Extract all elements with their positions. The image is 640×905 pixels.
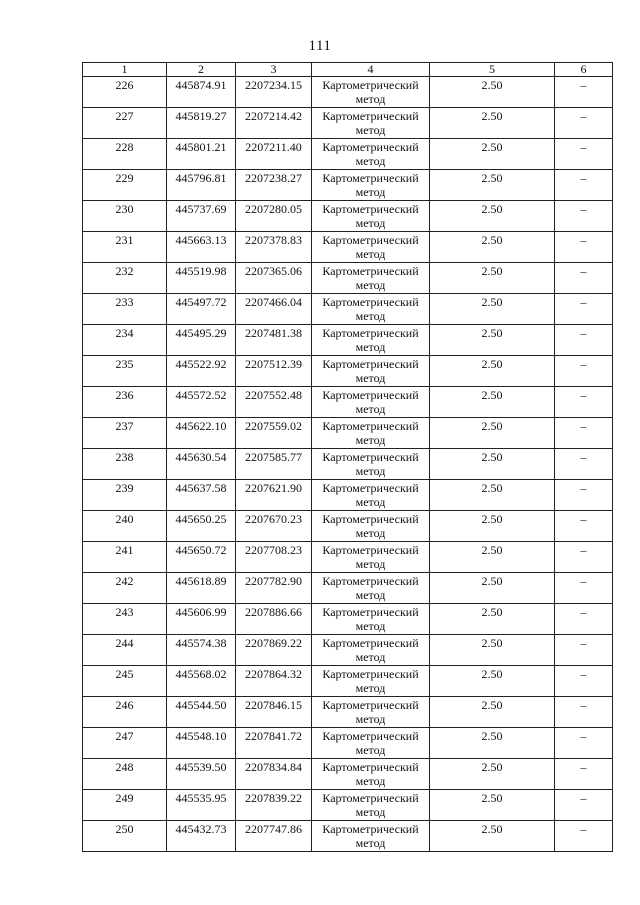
accuracy-cell: 2.50 [430, 294, 555, 325]
accuracy-cell: 2.50 [430, 573, 555, 604]
note-cell: – [555, 604, 613, 635]
method-line-2: метод [355, 743, 386, 757]
table-row [83, 697, 613, 728]
note-cell: – [555, 170, 613, 201]
note-cell: – [555, 139, 613, 170]
table-row [83, 108, 613, 139]
point-number-cell: 226 [83, 77, 167, 108]
x-coordinate-cell: 445539.50 [167, 759, 236, 790]
y-coordinate-cell: 2207466.04 [236, 294, 312, 325]
table-row [83, 356, 613, 387]
point-number-cell: 237 [83, 418, 167, 449]
y-coordinate-cell: 2207621.90 [236, 480, 312, 511]
accuracy-cell: 2.50 [430, 170, 555, 201]
table-row [83, 418, 613, 449]
method-line-1: Картометрический [322, 78, 419, 92]
note-cell: – [555, 759, 613, 790]
table-row [83, 821, 613, 852]
column-header: 3 [236, 63, 312, 77]
table-row [83, 604, 613, 635]
method-cell [312, 759, 430, 790]
method-line-1: Картометрический [322, 419, 419, 433]
x-coordinate-cell: 445819.27 [167, 108, 236, 139]
x-coordinate-cell: 445796.81 [167, 170, 236, 201]
y-coordinate-cell: 2207670.23 [236, 511, 312, 542]
method-cell [312, 511, 430, 542]
accuracy-cell: 2.50 [430, 697, 555, 728]
method-cell [312, 542, 430, 573]
method-line-1: Картометрический [322, 605, 419, 619]
method-line-1: Картометрический [322, 729, 419, 743]
method-line-2: метод [355, 309, 386, 323]
point-number-cell: 240 [83, 511, 167, 542]
x-coordinate-cell: 445574.38 [167, 635, 236, 666]
method-line-2: метод [355, 588, 386, 602]
y-coordinate-cell: 2207585.77 [236, 449, 312, 480]
point-number-cell: 250 [83, 821, 167, 852]
x-coordinate-cell: 445432.73 [167, 821, 236, 852]
page-number: 111 [308, 38, 332, 54]
y-coordinate-cell: 2207869.22 [236, 635, 312, 666]
accuracy-cell: 2.50 [430, 449, 555, 480]
y-coordinate-cell: 2207559.02 [236, 418, 312, 449]
point-number-cell: 234 [83, 325, 167, 356]
x-coordinate-cell: 445618.89 [167, 573, 236, 604]
note-cell: – [555, 387, 613, 418]
x-coordinate-cell: 445495.29 [167, 325, 236, 356]
y-coordinate-cell: 2207747.86 [236, 821, 312, 852]
note-cell: – [555, 449, 613, 480]
method-cell [312, 356, 430, 387]
note-cell: – [555, 108, 613, 139]
method-line-1: Картометрический [322, 450, 419, 464]
method-line-2: метод [355, 216, 386, 230]
table-row [83, 728, 613, 759]
note-cell: – [555, 232, 613, 263]
y-coordinate-cell: 2207234.15 [236, 77, 312, 108]
method-line-2: метод [355, 340, 386, 354]
point-number-cell: 231 [83, 232, 167, 263]
method-line-1: Картометрический [322, 543, 419, 557]
table-row [83, 139, 613, 170]
method-line-1: Картометрический [322, 295, 419, 309]
method-line-1: Картометрический [322, 481, 419, 495]
method-line-2: метод [355, 681, 386, 695]
accuracy-cell: 2.50 [430, 263, 555, 294]
accuracy-cell: 2.50 [430, 666, 555, 697]
method-line-1: Картометрический [322, 233, 419, 247]
accuracy-cell: 2.50 [430, 108, 555, 139]
point-number-cell: 246 [83, 697, 167, 728]
x-coordinate-cell: 445663.13 [167, 232, 236, 263]
x-coordinate-cell: 445650.25 [167, 511, 236, 542]
accuracy-cell: 2.50 [430, 201, 555, 232]
table-row [83, 790, 613, 821]
table-row [83, 449, 613, 480]
column-header: 5 [430, 63, 555, 77]
method-line-2: метод [355, 92, 386, 106]
y-coordinate-cell: 2207552.48 [236, 387, 312, 418]
column-header: 2 [167, 63, 236, 77]
point-number-cell: 233 [83, 294, 167, 325]
accuracy-cell: 2.50 [430, 759, 555, 790]
note-cell: – [555, 573, 613, 604]
point-number-cell: 228 [83, 139, 167, 170]
accuracy-cell: 2.50 [430, 387, 555, 418]
method-line-1: Картометрический [322, 171, 419, 185]
y-coordinate-cell: 2207839.22 [236, 790, 312, 821]
method-cell [312, 325, 430, 356]
note-cell: – [555, 728, 613, 759]
point-number-cell: 247 [83, 728, 167, 759]
method-cell [312, 294, 430, 325]
x-coordinate-cell: 445519.98 [167, 263, 236, 294]
table-row [83, 201, 613, 232]
method-line-1: Картометрический [322, 357, 419, 371]
point-number-cell: 244 [83, 635, 167, 666]
x-coordinate-cell: 445548.10 [167, 728, 236, 759]
method-cell [312, 170, 430, 201]
point-number-cell: 243 [83, 604, 167, 635]
method-line-2: метод [355, 278, 386, 292]
method-line-1: Картометрический [322, 822, 419, 836]
accuracy-cell: 2.50 [430, 232, 555, 263]
method-cell [312, 449, 430, 480]
method-cell [312, 418, 430, 449]
method-cell [312, 232, 430, 263]
method-cell [312, 728, 430, 759]
table-row [83, 294, 613, 325]
method-cell [312, 604, 430, 635]
point-number-cell: 235 [83, 356, 167, 387]
method-line-2: метод [355, 495, 386, 509]
table-row [83, 759, 613, 790]
y-coordinate-cell: 2207280.05 [236, 201, 312, 232]
accuracy-cell: 2.50 [430, 77, 555, 108]
table-row [83, 480, 613, 511]
note-cell: – [555, 418, 613, 449]
point-number-cell: 239 [83, 480, 167, 511]
note-cell: – [555, 356, 613, 387]
method-cell [312, 666, 430, 697]
point-number-cell: 236 [83, 387, 167, 418]
table-row [83, 666, 613, 697]
x-coordinate-cell: 445637.58 [167, 480, 236, 511]
x-coordinate-cell: 445801.21 [167, 139, 236, 170]
table-header-row [83, 63, 613, 77]
point-number-cell: 245 [83, 666, 167, 697]
method-line-2: метод [355, 526, 386, 540]
method-cell [312, 77, 430, 108]
point-number-cell: 227 [83, 108, 167, 139]
y-coordinate-cell: 2207365.06 [236, 263, 312, 294]
x-coordinate-cell: 445606.99 [167, 604, 236, 635]
note-cell: – [555, 635, 613, 666]
method-cell [312, 108, 430, 139]
table-row [83, 232, 613, 263]
method-line-2: метод [355, 402, 386, 416]
point-number-cell: 241 [83, 542, 167, 573]
accuracy-cell: 2.50 [430, 511, 555, 542]
y-coordinate-cell: 2207512.39 [236, 356, 312, 387]
x-coordinate-cell: 445544.50 [167, 697, 236, 728]
point-number-cell: 230 [83, 201, 167, 232]
method-line-2: метод [355, 619, 386, 633]
note-cell: – [555, 480, 613, 511]
accuracy-cell: 2.50 [430, 635, 555, 666]
y-coordinate-cell: 2207841.72 [236, 728, 312, 759]
method-line-1: Картометрический [322, 326, 419, 340]
table-row [83, 635, 613, 666]
note-cell: – [555, 542, 613, 573]
table-row [83, 573, 613, 604]
x-coordinate-cell: 445568.02 [167, 666, 236, 697]
x-coordinate-cell: 445737.69 [167, 201, 236, 232]
method-line-2: метод [355, 557, 386, 571]
accuracy-cell: 2.50 [430, 418, 555, 449]
point-number-cell: 242 [83, 573, 167, 604]
x-coordinate-cell: 445622.10 [167, 418, 236, 449]
method-line-1: Картометрический [322, 791, 419, 805]
method-cell [312, 697, 430, 728]
method-line-1: Картометрический [322, 264, 419, 278]
x-coordinate-cell: 445650.72 [167, 542, 236, 573]
point-number-cell: 229 [83, 170, 167, 201]
y-coordinate-cell: 2207834.84 [236, 759, 312, 790]
note-cell: – [555, 790, 613, 821]
method-line-1: Картометрический [322, 512, 419, 526]
accuracy-cell: 2.50 [430, 821, 555, 852]
table-row [83, 325, 613, 356]
method-line-1: Картометрический [322, 388, 419, 402]
method-line-2: метод [355, 123, 386, 137]
method-line-1: Картометрический [322, 140, 419, 154]
method-line-2: метод [355, 836, 386, 850]
method-line-2: метод [355, 154, 386, 168]
y-coordinate-cell: 2207864.32 [236, 666, 312, 697]
method-line-1: Картометрический [322, 636, 419, 650]
column-header: 1 [83, 63, 167, 77]
table-row [83, 170, 613, 201]
x-coordinate-cell: 445522.92 [167, 356, 236, 387]
method-line-2: метод [355, 805, 386, 819]
point-number-cell: 232 [83, 263, 167, 294]
method-cell [312, 573, 430, 604]
table-row [83, 387, 613, 418]
method-cell [312, 263, 430, 294]
x-coordinate-cell: 445874.91 [167, 77, 236, 108]
method-cell [312, 821, 430, 852]
accuracy-cell: 2.50 [430, 728, 555, 759]
accuracy-cell: 2.50 [430, 325, 555, 356]
table-row [83, 263, 613, 294]
method-line-1: Картометрический [322, 698, 419, 712]
y-coordinate-cell: 2207886.66 [236, 604, 312, 635]
y-coordinate-cell: 2207481.38 [236, 325, 312, 356]
method-line-2: метод [355, 464, 386, 478]
column-header: 4 [312, 63, 430, 77]
method-line-2: метод [355, 712, 386, 726]
method-line-1: Картометрический [322, 202, 419, 216]
y-coordinate-cell: 2207211.40 [236, 139, 312, 170]
accuracy-cell: 2.50 [430, 480, 555, 511]
method-line-1: Картометрический [322, 109, 419, 123]
accuracy-cell: 2.50 [430, 139, 555, 170]
x-coordinate-cell: 445630.54 [167, 449, 236, 480]
table-row [83, 511, 613, 542]
method-cell [312, 201, 430, 232]
y-coordinate-cell: 2207708.23 [236, 542, 312, 573]
method-cell [312, 635, 430, 666]
note-cell: – [555, 325, 613, 356]
x-coordinate-cell: 445572.52 [167, 387, 236, 418]
note-cell: – [555, 201, 613, 232]
x-coordinate-cell: 445497.72 [167, 294, 236, 325]
note-cell: – [555, 697, 613, 728]
table-row [83, 542, 613, 573]
note-cell: – [555, 821, 613, 852]
note-cell: – [555, 294, 613, 325]
point-number-cell: 249 [83, 790, 167, 821]
y-coordinate-cell: 2207846.15 [236, 697, 312, 728]
column-header: 6 [555, 63, 613, 77]
x-coordinate-cell: 445535.95 [167, 790, 236, 821]
method-line-2: метод [355, 774, 386, 788]
coordinates-table [82, 62, 613, 852]
accuracy-cell: 2.50 [430, 542, 555, 573]
method-cell [312, 790, 430, 821]
y-coordinate-cell: 2207378.83 [236, 232, 312, 263]
point-number-cell: 248 [83, 759, 167, 790]
accuracy-cell: 2.50 [430, 356, 555, 387]
method-line-1: Картометрический [322, 574, 419, 588]
method-line-2: метод [355, 371, 386, 385]
method-cell [312, 387, 430, 418]
method-line-2: метод [355, 185, 386, 199]
point-number-cell: 238 [83, 449, 167, 480]
method-cell [312, 480, 430, 511]
method-line-2: метод [355, 247, 386, 261]
accuracy-cell: 2.50 [430, 604, 555, 635]
table-row [83, 77, 613, 108]
y-coordinate-cell: 2207782.90 [236, 573, 312, 604]
note-cell: – [555, 666, 613, 697]
y-coordinate-cell: 2207214.42 [236, 108, 312, 139]
note-cell: – [555, 77, 613, 108]
method-cell [312, 139, 430, 170]
note-cell: – [555, 511, 613, 542]
method-line-1: Картометрический [322, 667, 419, 681]
accuracy-cell: 2.50 [430, 790, 555, 821]
method-line-1: Картометрический [322, 760, 419, 774]
note-cell: – [555, 263, 613, 294]
y-coordinate-cell: 2207238.27 [236, 170, 312, 201]
method-line-2: метод [355, 650, 386, 664]
method-line-2: метод [355, 433, 386, 447]
